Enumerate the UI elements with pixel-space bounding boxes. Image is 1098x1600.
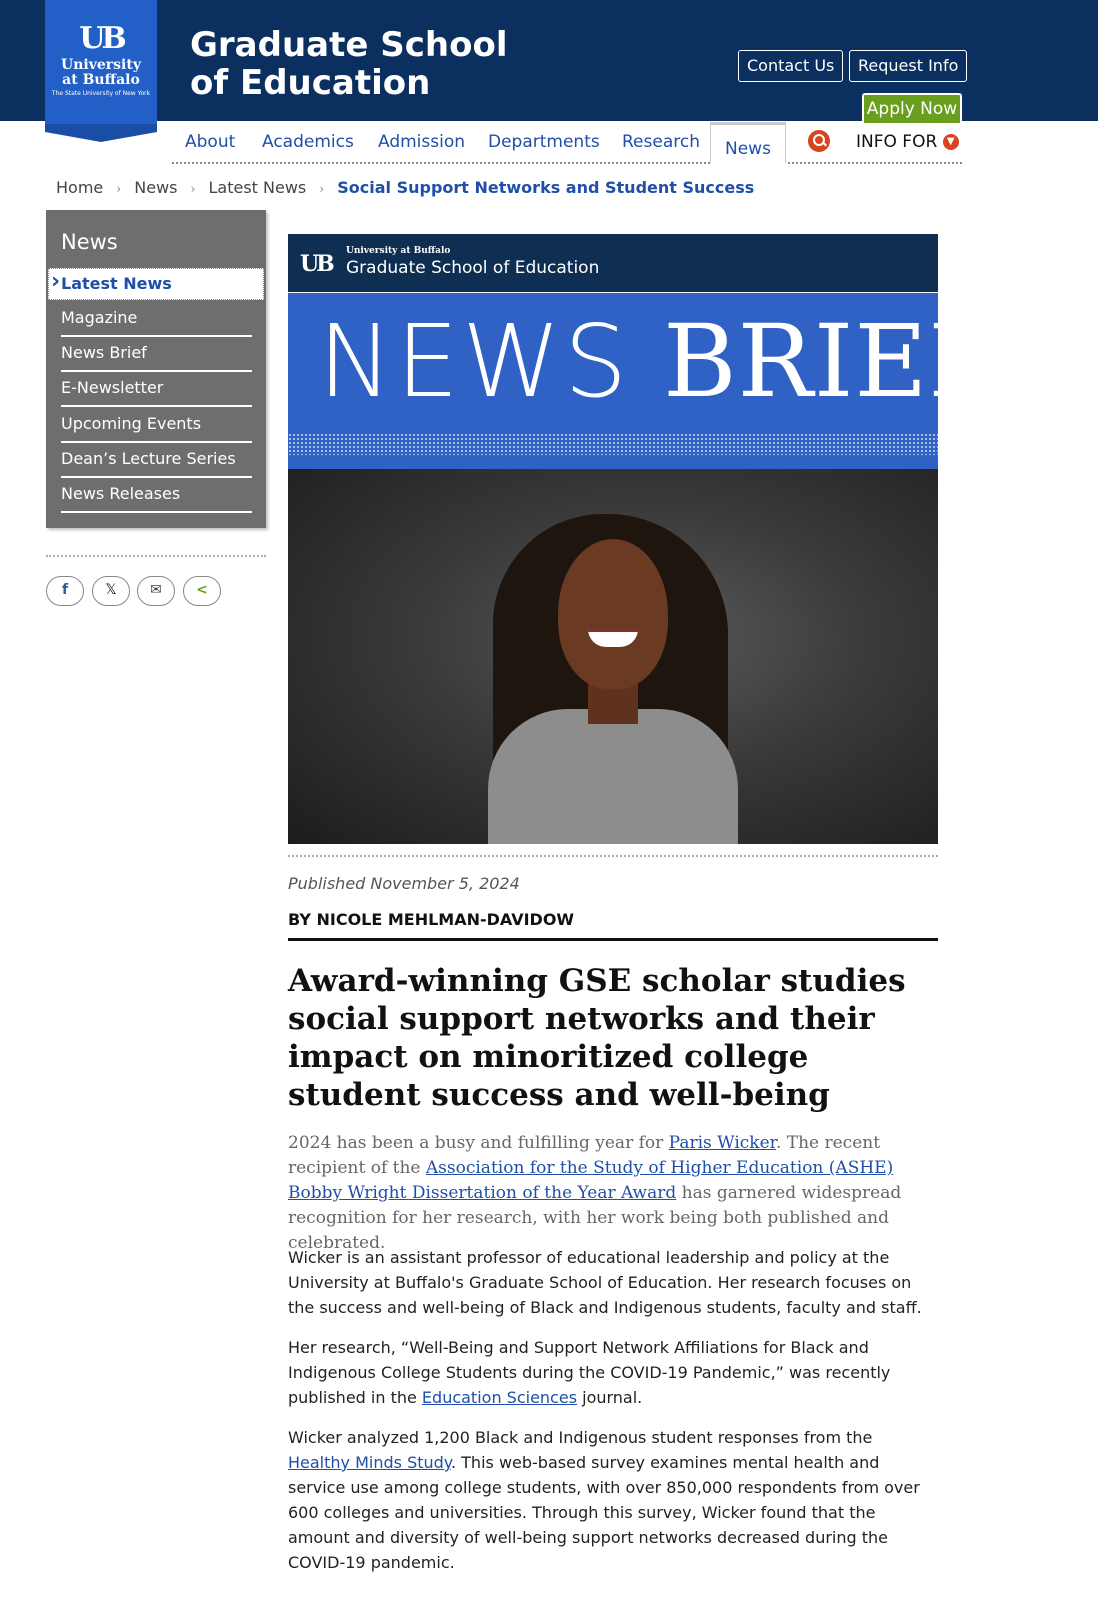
contact-us-button[interactable]: Contact Us — [738, 50, 843, 82]
search-icon[interactable] — [808, 130, 830, 152]
nav-about[interactable]: About — [185, 132, 236, 152]
logo-line-3: The State University of New York — [51, 90, 151, 97]
nav-departments[interactable]: Departments — [488, 132, 600, 152]
sidebar-item-news-releases[interactable]: News Releases — [61, 478, 252, 513]
p2-text-2: journal. — [577, 1388, 643, 1407]
paragraph-1: Wicker is an assistant professor of educational leadership and policy at the University at Buffalo's Graduate School of Education. Her research focuses on the success and well-being of Black and Indigenous students, faculty and staff. — [288, 1248, 922, 1317]
section-sidebar — [46, 210, 266, 528]
info-for-menu[interactable] — [856, 132, 959, 152]
banner-word-brief: BRIEF — [663, 303, 999, 420]
photo-divider — [288, 855, 938, 857]
banner-word-news: NEWS — [318, 303, 631, 420]
sidebar-item-upcoming-events[interactable]: Upcoming Events — [61, 408, 252, 443]
nav-academics[interactable]: Academics — [262, 132, 354, 152]
breadcrumb-separator-icon: › — [190, 182, 196, 196]
breadcrumb — [56, 178, 754, 197]
p3-text-2: . This web-based survey examines mental health and service use among college students, with over 850,000 respondents from over 600 colleges and universities. Through this survey, Wicker found that the amount and diversity of well-being support networks decreased during the COVID-19 pandemic. — [288, 1453, 920, 1572]
breadcrumb-news[interactable]: News — [134, 178, 178, 197]
p2-text-1: Her research, “Well-Being and Support Network Affiliations for Black and Indigenous College Students during the COVID-19 Pandemic,” was recently published in the — [288, 1338, 891, 1407]
nav-admission[interactable]: Admission — [378, 132, 466, 152]
x-icon[interactable]: 𝕏 — [92, 576, 130, 606]
lede-text-1: 2024 has been a busy and fulfilling year for — [288, 1133, 669, 1153]
article-lede — [288, 1131, 928, 1256]
lede-text-3: has garnered widespread recognition for her research, with her work being both published and celebrated. — [288, 1183, 902, 1253]
sidebar-item-e-newsletter[interactable]: E-Newsletter — [61, 372, 252, 407]
sidebar-item-magazine[interactable]: Magazine — [61, 302, 252, 337]
sidebar-item-latest-news[interactable]: › Latest News — [48, 268, 264, 300]
banner-school: Graduate School of Education — [346, 258, 600, 278]
p3-text-1: Wicker analyzed 1,200 Black and Indigenous student responses from the — [288, 1428, 873, 1447]
nav-news[interactable]: News — [710, 122, 786, 164]
apply-now-button[interactable]: Apply Now — [862, 93, 962, 123]
facebook-icon[interactable]: f — [46, 576, 84, 606]
sidebar-item-deans-lecture-series[interactable]: Dean’s Lecture Series — [61, 443, 252, 478]
paragraph-2 — [288, 1335, 928, 1410]
logo-line-2: at Buffalo — [62, 72, 140, 88]
logo-line-1: University — [61, 57, 141, 73]
news-brief-banner — [288, 293, 999, 469]
news-brief-banner-header — [288, 234, 938, 292]
portrait-shirt — [488, 709, 738, 844]
banner-dot-pattern — [288, 433, 938, 455]
breadcrumb-latest-news[interactable]: Latest News — [208, 178, 307, 197]
ashe-award-link[interactable]: Association for the Study of Higher Education (ASHE) Bobby Wright Dissertation of the Year Award — [288, 1158, 894, 1203]
ub-logo-mark: UB — [79, 21, 123, 56]
portrait-face — [558, 539, 668, 689]
news-brief-title — [318, 303, 999, 420]
share-icon[interactable]: < — [183, 576, 221, 606]
main-nav — [172, 122, 962, 164]
site-title[interactable]: Graduate School of Education — [190, 25, 508, 103]
paragraph-3 — [288, 1425, 928, 1575]
education-sciences-link[interactable]: Education Sciences — [421, 1388, 578, 1407]
breadcrumb-separator-icon: › — [116, 182, 122, 196]
info-for-label: INFO FOR — [856, 132, 938, 152]
portrait-photo — [288, 469, 938, 844]
lede-text-2: . The recent recipient of the — [288, 1133, 881, 1178]
paris-wicker-link[interactable]: Paris Wicker — [668, 1133, 776, 1153]
sidebar-item-news-brief[interactable]: News Brief — [61, 337, 252, 372]
breadcrumb-current: Social Support Networks and Student Success — [337, 178, 755, 197]
published-date: Published November 5, 2024 — [288, 874, 520, 893]
ub-logo[interactable] — [45, 0, 157, 132]
email-icon[interactable]: ✉ — [137, 576, 175, 606]
healthy-minds-study-link[interactable]: Healthy Minds Study — [288, 1453, 451, 1472]
nav-research[interactable]: Research — [622, 132, 700, 152]
breadcrumb-home[interactable]: Home — [56, 178, 104, 197]
chevron-down-icon: ▼ — [943, 134, 959, 150]
ub-banner-logo: UB — [300, 251, 332, 277]
banner-university: University at Buffalo — [346, 246, 451, 256]
article-headline: Award-winning GSE scholar studies social support networks and their impact on minoritized college student success and well-being — [288, 963, 906, 1113]
byline: BY NICOLE MEHLMAN-DAVIDOW — [288, 910, 938, 941]
breadcrumb-separator-icon: › — [319, 182, 325, 196]
request-info-button[interactable]: Request Info — [849, 50, 967, 82]
sidebar-divider — [46, 555, 266, 557]
sidebar-title[interactable]: News — [61, 230, 118, 254]
